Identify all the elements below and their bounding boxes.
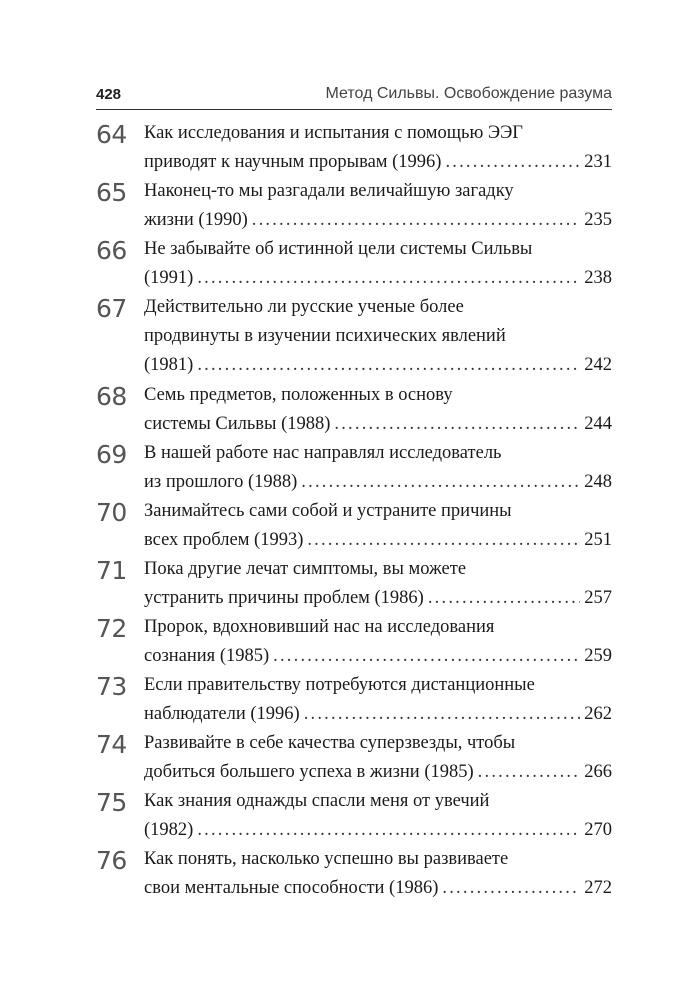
chapter-number: 67 bbox=[96, 294, 127, 323]
chapter-title-last-line bbox=[144, 526, 612, 555]
chapter-number: 74 bbox=[96, 730, 127, 759]
chapter-title-last-line bbox=[144, 584, 612, 613]
chapter-title-line: В нашей работе нас направлял исследователь bbox=[144, 443, 502, 463]
chapter-number: 68 bbox=[96, 382, 127, 411]
chapter-title-line: всех проблем (1993) bbox=[144, 530, 304, 550]
toc-entry bbox=[96, 729, 612, 787]
chapter-title-line: Как понять, насколько успешно вы развиваете bbox=[144, 849, 509, 869]
chapter-title-line: наблюдатели (1996) bbox=[144, 704, 300, 724]
chapter-title bbox=[144, 293, 612, 380]
chapter-title-last-line bbox=[144, 816, 612, 845]
chapter-title-line: Развивайте в себе качества суперзвезды, чтобы bbox=[144, 733, 516, 753]
page-reference: 235 bbox=[584, 210, 612, 230]
chapter-number: 64 bbox=[96, 120, 127, 149]
chapter-number: 70 bbox=[96, 498, 127, 527]
chapter-number: 66 bbox=[96, 236, 127, 265]
chapter-title bbox=[144, 381, 612, 439]
chapter-title-line: продвинуты в изучении психических явлений bbox=[144, 326, 506, 346]
chapter-title bbox=[144, 613, 612, 671]
chapter-number: 75 bbox=[96, 788, 127, 817]
chapter-title-line: Семь предметов, положенных в основу bbox=[144, 385, 453, 405]
chapter-number: 69 bbox=[96, 440, 127, 469]
chapter-title bbox=[144, 787, 612, 845]
dot-leader bbox=[301, 468, 580, 497]
page-header bbox=[96, 84, 612, 108]
dot-leader bbox=[334, 410, 580, 439]
chapter-title-last-line bbox=[144, 351, 612, 380]
toc-entry bbox=[96, 439, 612, 497]
page-reference: 242 bbox=[584, 355, 612, 375]
chapter-title-line: системы Сильвы (1988) bbox=[144, 414, 331, 434]
page-reference: 259 bbox=[584, 646, 612, 666]
chapter-title bbox=[144, 497, 612, 555]
toc-entry bbox=[96, 613, 612, 671]
chapter-title-line: (1981) bbox=[144, 355, 194, 375]
chapter-title-last-line bbox=[144, 148, 612, 177]
chapter-title-line: (1982) bbox=[144, 820, 194, 840]
toc-entry bbox=[96, 293, 612, 380]
chapter-title bbox=[144, 177, 612, 235]
chapter-title-line: Наконец-то мы разгадали величайшую загадку bbox=[144, 181, 514, 201]
toc-entry bbox=[96, 671, 612, 729]
page-reference: 238 bbox=[584, 268, 612, 288]
page-reference: 231 bbox=[584, 152, 612, 172]
chapter-title-last-line bbox=[144, 642, 612, 671]
chapter-title-last-line bbox=[144, 874, 612, 903]
toc-entry bbox=[96, 235, 612, 293]
page-number: 428 bbox=[96, 86, 122, 103]
page-reference: 257 bbox=[584, 588, 612, 608]
dot-leader bbox=[197, 816, 580, 845]
chapter-title-line: Как знания однажды спасли меня от увечий bbox=[144, 791, 490, 811]
chapter-title-line: свои ментальные способности (1986) bbox=[144, 878, 439, 898]
chapter-title-last-line bbox=[144, 206, 612, 235]
chapter-title-last-line bbox=[144, 758, 612, 787]
running-title: Метод Сильвы. Освобождение разума bbox=[325, 85, 612, 102]
page-reference: 266 bbox=[584, 762, 612, 782]
dot-leader bbox=[197, 351, 580, 380]
toc-entry bbox=[96, 497, 612, 555]
chapter-title bbox=[144, 555, 612, 613]
chapter-title-line: добиться большего успеха в жизни (1985) bbox=[144, 762, 474, 782]
dot-leader bbox=[478, 758, 581, 787]
dot-leader bbox=[304, 700, 581, 729]
page-reference: 262 bbox=[584, 704, 612, 724]
page-reference: 244 bbox=[584, 414, 612, 434]
chapter-title-line: Как исследования и испытания с помощью ЭЭГ bbox=[144, 123, 524, 143]
page-reference: 272 bbox=[584, 878, 612, 898]
dot-leader bbox=[445, 148, 580, 177]
chapter-number: 76 bbox=[96, 846, 127, 875]
dot-leader bbox=[428, 584, 580, 613]
chapter-title-last-line bbox=[144, 700, 612, 729]
chapter-title-line: Если правительству потребуются дистанционные bbox=[144, 675, 535, 695]
chapter-title-line: сознания (1985) bbox=[144, 646, 270, 666]
chapter-number: 65 bbox=[96, 178, 127, 207]
chapter-number: 71 bbox=[96, 556, 127, 585]
toc-entry bbox=[96, 845, 612, 903]
chapter-title-line: (1991) bbox=[144, 268, 194, 288]
chapter-title bbox=[144, 235, 612, 293]
dot-leader bbox=[273, 642, 580, 671]
chapter-title-line: из прошлого (1988) bbox=[144, 472, 298, 492]
toc-entry bbox=[96, 787, 612, 845]
chapter-title bbox=[144, 845, 612, 903]
chapter-title-last-line bbox=[144, 410, 612, 439]
chapter-title bbox=[144, 119, 612, 177]
toc-entry bbox=[96, 555, 612, 613]
chapter-title bbox=[144, 671, 612, 729]
chapter-title-line: жизни (1990) bbox=[144, 210, 248, 230]
page-reference: 251 bbox=[584, 530, 612, 550]
chapter-title-line: приводят к научным прорывам (1996) bbox=[144, 152, 442, 172]
page-reference: 248 bbox=[584, 472, 612, 492]
toc-entry bbox=[96, 177, 612, 235]
chapter-title bbox=[144, 439, 612, 497]
chapter-title-line: устранить причины проблем (1986) bbox=[144, 588, 424, 608]
dot-leader bbox=[442, 874, 580, 903]
toc-entry bbox=[96, 119, 612, 177]
dot-leader bbox=[252, 206, 581, 235]
dot-leader bbox=[197, 264, 580, 293]
chapter-number: 73 bbox=[96, 672, 127, 701]
dot-leader bbox=[307, 526, 580, 555]
chapter-title-line: Не забывайте об истинной цели системы Сильвы bbox=[144, 239, 533, 259]
chapter-title-line: Действительно ли русские ученые более bbox=[144, 297, 464, 317]
chapter-title-last-line bbox=[144, 264, 612, 293]
chapter-title-line: Пока другие лечат симптомы, вы можете bbox=[144, 559, 467, 579]
chapter-title-last-line bbox=[144, 468, 612, 497]
chapter-title-line: Пророк, вдохновивший нас на исследования bbox=[144, 617, 495, 637]
page-reference: 270 bbox=[584, 820, 612, 840]
toc-entry bbox=[96, 381, 612, 439]
header-divider bbox=[96, 109, 612, 110]
chapter-title-line: Занимайтесь сами собой и устраните причины bbox=[144, 501, 512, 521]
chapter-title bbox=[144, 729, 612, 787]
chapter-number: 72 bbox=[96, 614, 127, 643]
